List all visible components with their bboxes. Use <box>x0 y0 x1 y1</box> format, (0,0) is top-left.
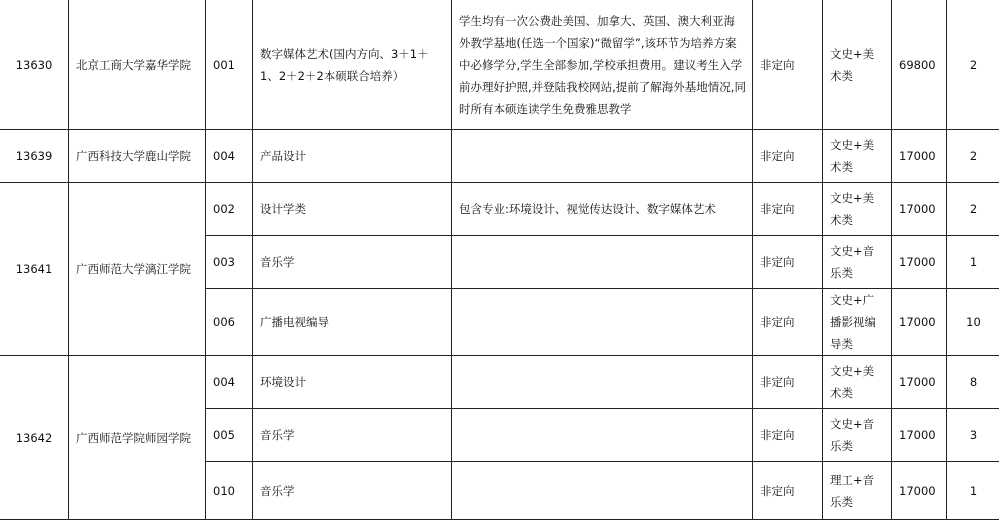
school-code-cell: 13641 <box>0 183 69 356</box>
major-code-cell: 004 <box>206 130 253 183</box>
major-name-cell: 音乐学 <box>253 236 452 289</box>
orientation-cell: 非定向 <box>753 289 823 356</box>
table-row <box>0 0 999 130</box>
orientation-cell: 非定向 <box>753 462 823 520</box>
school-name-cell: 广西师范大学漓江学院 <box>69 183 206 356</box>
plan-count-cell: 1 <box>947 236 999 289</box>
fee-cell: 69800 <box>892 0 947 130</box>
fee-cell: 17000 <box>892 289 947 356</box>
table-row <box>0 356 999 409</box>
major-name-cell: 数字媒体艺术(国内方向、3＋1＋1、2＋2＋2本硕联合培养） <box>253 0 452 130</box>
plan-count-cell: 8 <box>947 356 999 409</box>
subject-cell: 文史+广播影视编导类 <box>823 289 892 356</box>
fee-cell: 17000 <box>892 183 947 236</box>
major-name-cell: 环境设计 <box>253 356 452 409</box>
orientation-cell: 非定向 <box>753 356 823 409</box>
subject-cell: 文史+美术类 <box>823 130 892 183</box>
fee-cell: 17000 <box>892 409 947 462</box>
major-code-cell: 003 <box>206 236 253 289</box>
table-row <box>0 130 999 183</box>
subject-cell: 文史+音乐类 <box>823 236 892 289</box>
major-name-cell: 音乐学 <box>253 462 452 520</box>
major-name-cell: 音乐学 <box>253 409 452 462</box>
fee-cell: 17000 <box>892 462 947 520</box>
plan-count-cell: 2 <box>947 130 999 183</box>
orientation-cell: 非定向 <box>753 130 823 183</box>
school-code-cell: 13642 <box>0 356 69 520</box>
major-name-cell: 产品设计 <box>253 130 452 183</box>
school-name-cell: 广西师范学院师园学院 <box>69 356 206 520</box>
major-code-cell: 004 <box>206 356 253 409</box>
note-cell <box>452 409 753 462</box>
subject-cell: 文史+美术类 <box>823 0 892 130</box>
plan-count-cell: 10 <box>947 289 999 356</box>
note-cell <box>452 462 753 520</box>
plan-count-cell: 1 <box>947 462 999 520</box>
fee-cell: 17000 <box>892 236 947 289</box>
major-name-cell: 设计学类 <box>253 183 452 236</box>
major-code-cell: 010 <box>206 462 253 520</box>
school-code-cell: 13639 <box>0 130 69 183</box>
subject-cell: 文史+音乐类 <box>823 409 892 462</box>
note-cell <box>452 130 753 183</box>
plan-count-cell: 2 <box>947 183 999 236</box>
school-name-cell: 广西科技大学鹿山学院 <box>69 130 206 183</box>
fee-cell: 17000 <box>892 130 947 183</box>
note-cell: 学生均有一次公费赴美国、加拿大、英国、澳大利亚海外教学基地(任选一个国家)“微留学”,该环节为培养方案中必修学分,学生全部参加,学校承担费用。建议考生入学前办理好护照,并登陆我校网站,提前了解海外基地情况,同时所有本硕连读学生免费雅思教学 <box>452 0 753 130</box>
orientation-cell: 非定向 <box>753 409 823 462</box>
major-code-cell: 002 <box>206 183 253 236</box>
plan-count-cell: 2 <box>947 0 999 130</box>
school-code-cell: 13630 <box>0 0 69 130</box>
subject-cell: 文史+美术类 <box>823 356 892 409</box>
major-code-cell: 001 <box>206 0 253 130</box>
orientation-cell: 非定向 <box>753 183 823 236</box>
note-cell: 包含专业:环境设计、视觉传达设计、数字媒体艺术 <box>452 183 753 236</box>
subject-cell: 文史+美术类 <box>823 183 892 236</box>
major-code-cell: 005 <box>206 409 253 462</box>
note-cell <box>452 236 753 289</box>
school-name-cell: 北京工商大学嘉华学院 <box>69 0 206 130</box>
orientation-cell: 非定向 <box>753 236 823 289</box>
major-code-cell: 006 <box>206 289 253 356</box>
table-row <box>0 183 999 236</box>
major-name-cell: 广播电视编导 <box>253 289 452 356</box>
orientation-cell: 非定向 <box>753 0 823 130</box>
fee-cell: 17000 <box>892 356 947 409</box>
plan-count-cell: 3 <box>947 409 999 462</box>
note-cell <box>452 356 753 409</box>
subject-cell: 理工+音乐类 <box>823 462 892 520</box>
note-cell <box>452 289 753 356</box>
